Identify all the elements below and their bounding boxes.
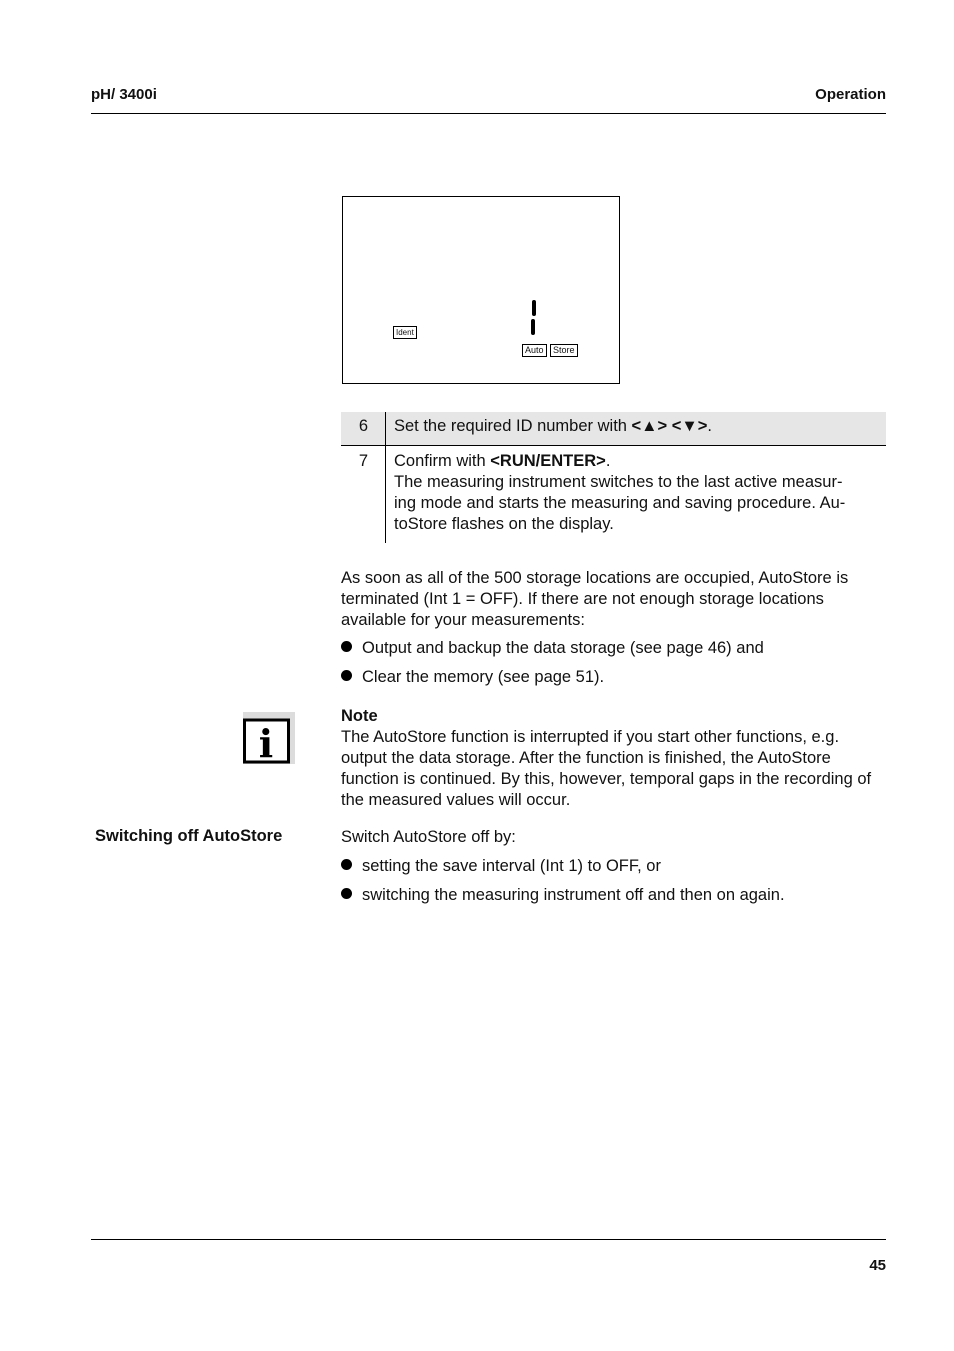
list-item-text: setting the save interval (Int 1) to OFF, or [362,857,661,875]
bullet-icon [341,888,352,899]
step-text [386,446,887,544]
step-number: 6 [341,412,386,446]
side-heading: Switching off AutoStore [95,827,283,845]
step-text-line: ing mode and starts the measuring and saving procedure. Au- [394,494,846,512]
step-key: <RUN/ENTER> [490,452,606,470]
list-item [341,667,604,688]
list-item-text: Output and backup the data storage (see page 46) and [362,639,764,657]
list-item-text: Clear the memory (see page 51). [362,668,605,686]
list-item-text: switching the measuring instrument off and then on again. [362,886,785,904]
step-number: 7 [341,446,386,544]
info-icon [243,712,295,764]
page-number: 45 [869,1257,886,1274]
step-text [386,412,887,446]
store-tag: Store [550,344,578,357]
auto-tag: Auto [522,344,547,357]
ident-tag: Ident [393,326,417,339]
list-item [341,638,764,659]
step-key: <▲> <▼> [631,417,708,435]
header-rule [91,113,886,114]
switching-intro: Switch AutoStore off by: [341,828,516,846]
footer-rule [91,1239,886,1240]
step-text-line: toStore flashes on the display. [394,515,614,533]
header-section: Operation [815,86,886,103]
step-text-pre: Confirm with [394,452,491,470]
info-glyph: i [258,721,274,764]
list-item [341,856,661,877]
step-row [341,412,886,446]
digit-segment-lower [531,319,535,335]
storage-paragraph: As soon as all of the 500 storage locations are occupied, AutoStore is terminated (Int 1 = OFF). If there are not enough storage locations available for your measurements: [341,569,849,629]
header-product: pH/ 3400i [91,86,157,103]
step-text-line: The measuring instrument switches to the last active measur- [394,473,843,491]
note-title: Note [341,707,378,725]
bullet-icon [341,859,352,870]
step-row [341,446,886,544]
digit-segment-upper [532,300,536,316]
steps-table [341,412,886,543]
note-text: The AutoStore function is interrupted if you start other functions, e.g. output the data storage. After the function is finished, the AutoStore function is continued. By this, however, temporal gaps in the recording of the measured values will occur. [341,728,872,809]
step-text-post: . [707,417,712,435]
bullet-icon [341,670,352,681]
step-text-post: . [605,452,611,470]
lcd-display [342,196,620,384]
list-item [341,885,785,906]
step-text-pre: Set the required ID number with [394,417,632,435]
bullet-icon [341,641,352,652]
